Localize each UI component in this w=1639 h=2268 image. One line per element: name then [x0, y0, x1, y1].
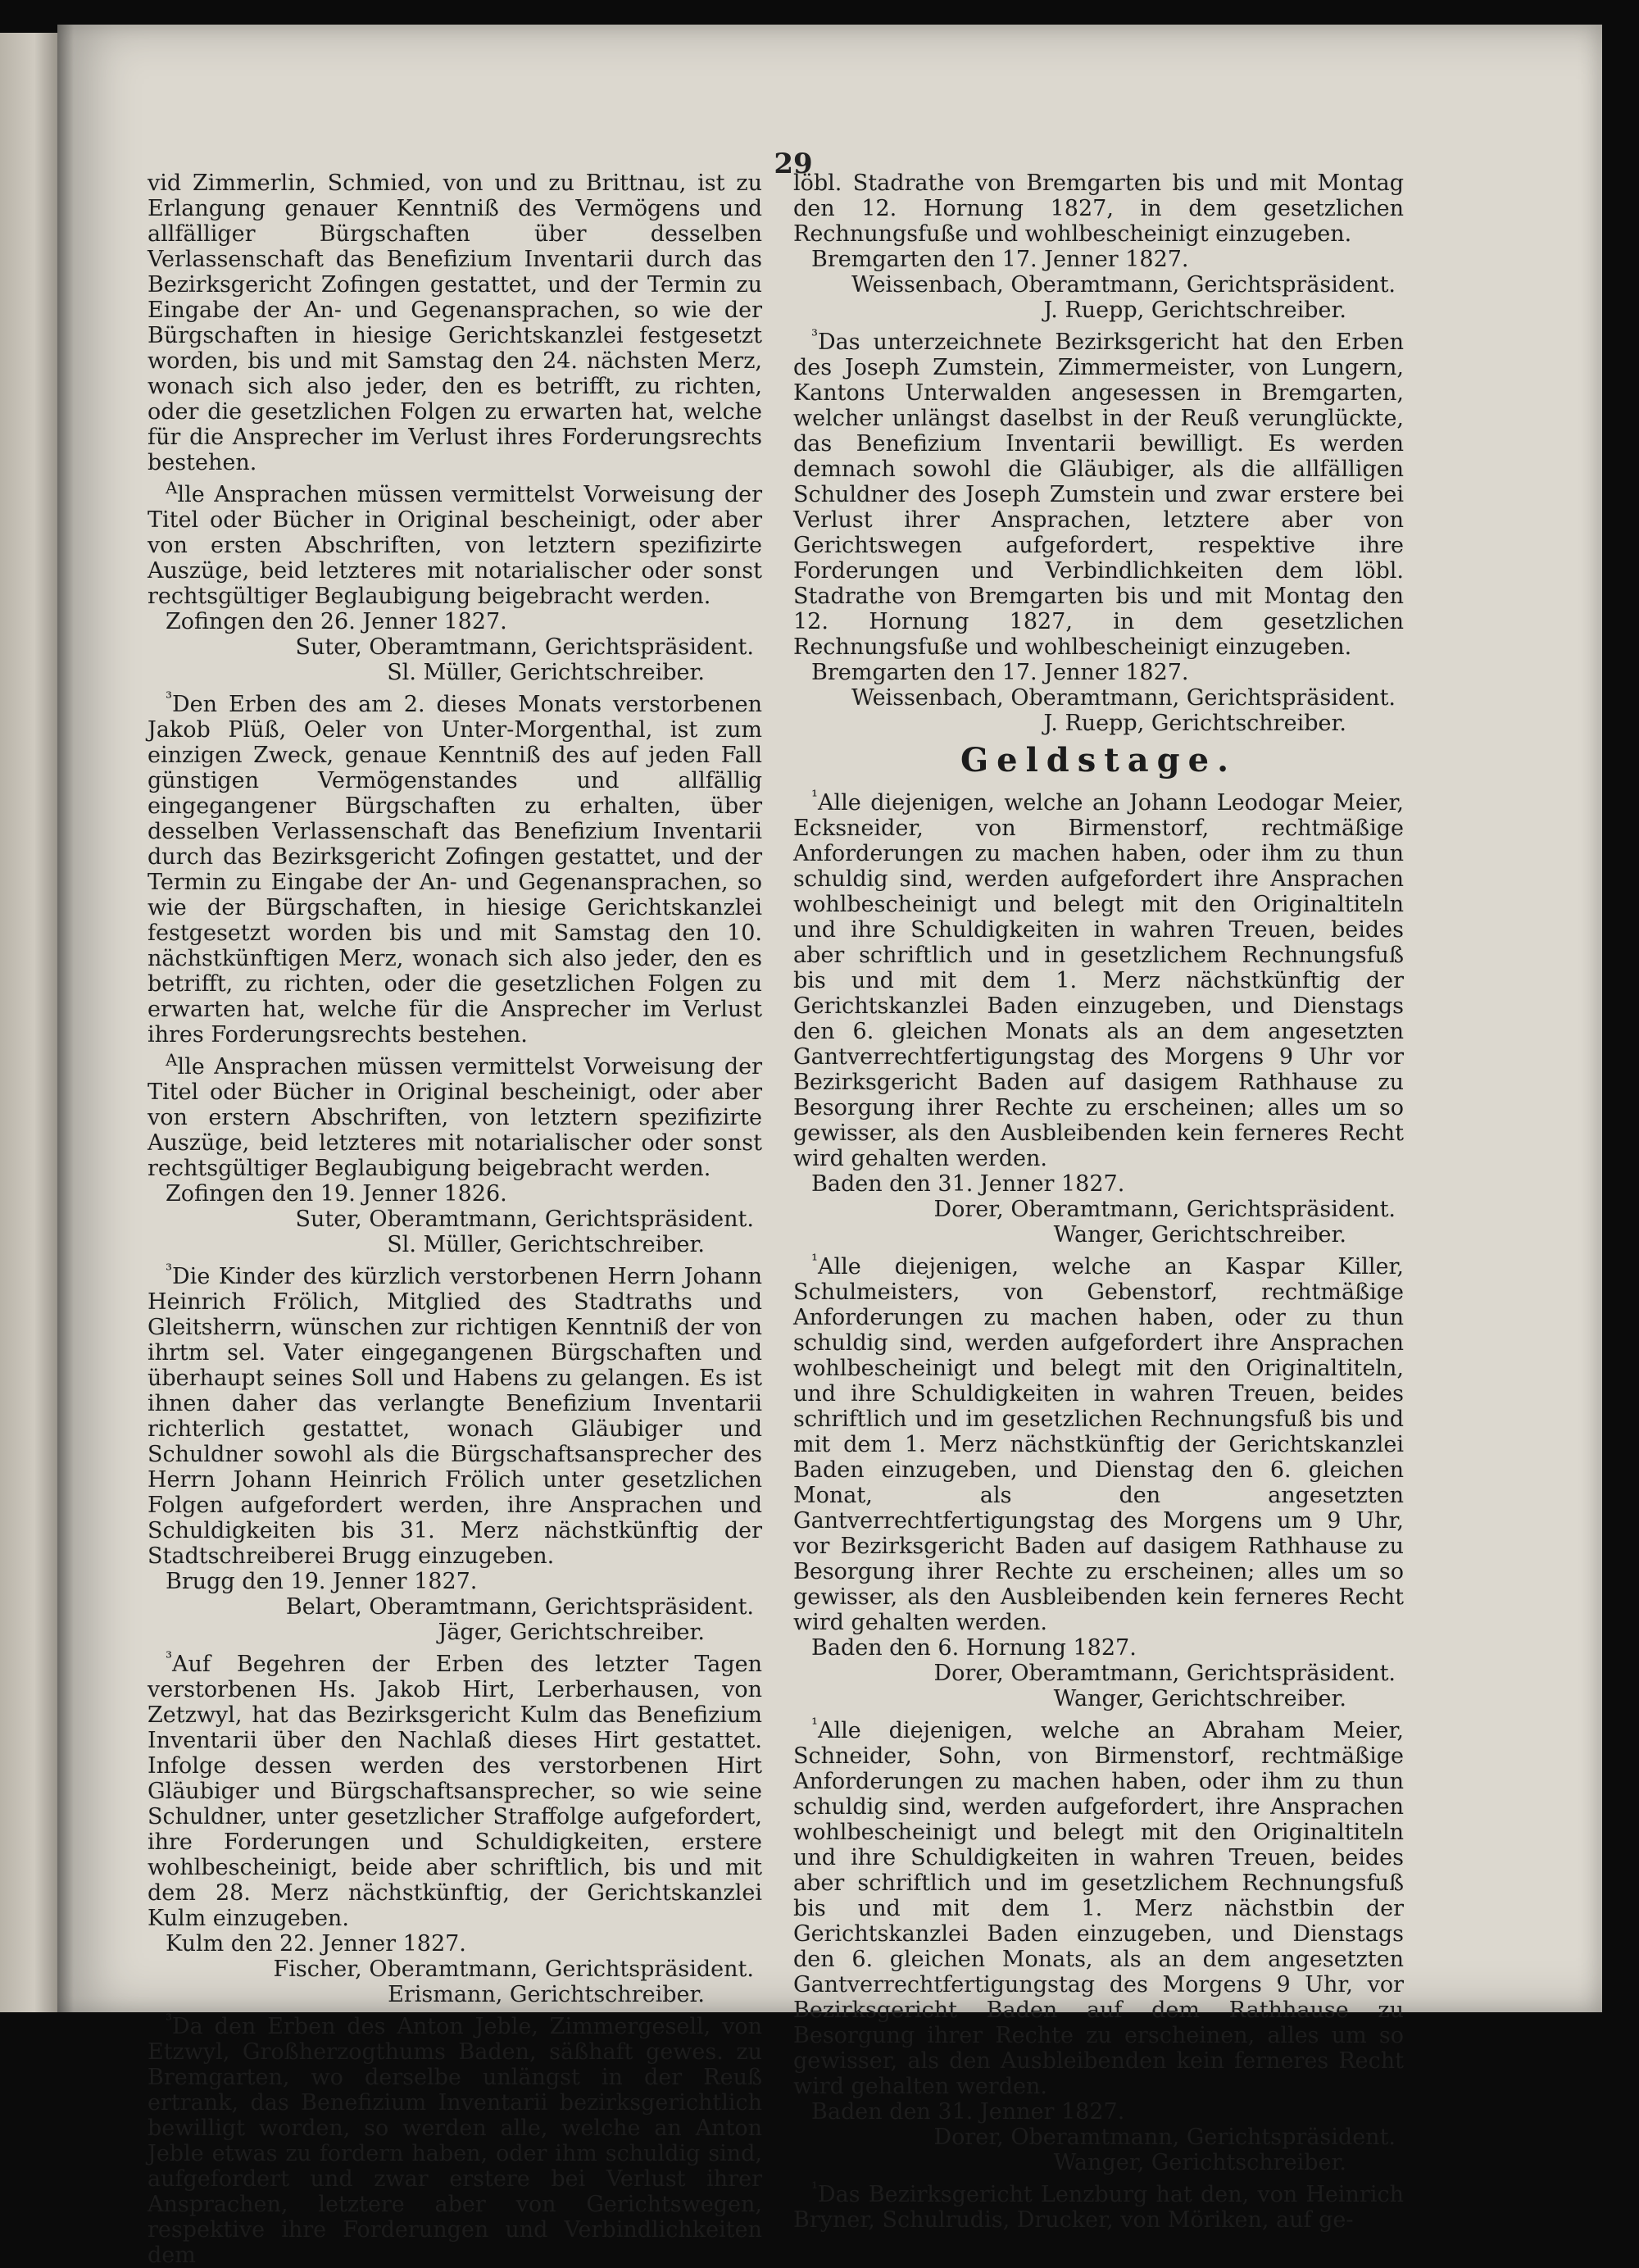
notice-text: löbl. Stadrathe von Bremgarten bis und mit Montag den 12. Hornung 1827, in dem gesetzlichen Rechnungsfuße und wohlbescheinigt einzugeben. [793, 170, 1404, 247]
notice-signature: Dorer, Oberamtmann, Gerichtspräsident. [933, 2125, 1396, 2150]
notice-text: ³Den Erben des am 2. dieses Monats verstorbenen Jakob Plüß, Oeler von Unter-Morgenthal, ist zum einzigen Zweck, genaue Kenntniß des auf jeden Fall günstigen Vermögenstandes und allfällig eingegangener Bürgschaften zu erhalten, über desselben Verlassenschaft das Benefizium Inventarii durch das Bezirksgericht Zofingen gestattet, und der Termin zu Eingabe der An- und Gegenansprachen, so wie der Bürgschaften, in hiesige Gerichtskanzlei festgesetzt worden bis und mit Samstag den 10. nächstkünftigen Merz, wonach sich also jeder, den es betrifft, zu richten, oder die gesetzlichen Folgen zu erwarten hat, welche für die Ansprecher im Verlust ihres Forderungsrechts bestehen. [148, 688, 762, 1048]
notice-text: ³Die Kinder des kürzlich verstorbenen Herrn Johann Heinrich Frölich, Mitglied des Stadtraths und Gleitsherrn, wünschen zur richtigen Kenntniß der von ihrtm sel. Vater eingegangenen Bürgschaften und überhaupt seines Soll und Habens zu gelangen. Es ist ihnen daher das verlangte Benefizium Inventarii richterlich gestattet, wonach Gläubiger und Schuldner sowohl als die Bürgschaftsansprecher des Herrn Johann Heinrich Frölich unter gesetzlichen Folgen aufgefordert werden, ihre Ansprachen und Schuldigkeiten bis 31. Merz nächstkünftig der Stadtschreiberei Brugg einzugeben. [148, 1260, 762, 1569]
right-column [793, 170, 1404, 2233]
notice-text: ³Da den Erben des Anton Jeble, Zimmergesell, von Etzwyl, Großherzogthums Baden, säßhaft gewes. zu Bremgarten, wo derselbe unlängst in der Reuß ertrank, das Benefizium Inventarii bezirksgerichtlich bewilligt worden, so werden alle, welche an Anton Jeble etwas zu fordern haben, oder ihm schuldig sind, aufgefordert und zwar erstere bei Verlust ihrer Ansprachen, letztere aber von Gerichtswegen, respektive ihre Forderungen und Verbindlichkeiten dem [148, 2010, 762, 2268]
notice-signature: Weissenbach, Oberamtmann, Gerichtspräsident. [851, 272, 1396, 298]
notice-signature: Dorer, Oberamtmann, Gerichtspräsident. [933, 1661, 1396, 1686]
page-fold-shadow [57, 25, 74, 2012]
notice-signature: Sl. Müller, Gerichtschreiber. [387, 660, 705, 685]
notice-date: Bremgarten den 17. Jenner 1827. [811, 247, 1189, 272]
notice-text: ¹Alle diejenigen, welche an Johann Leodogar Meier, Ecksneider, von Birmenstorf, rechtmäßige Anforderungen zu machen haben, oder ihm zu thun schuldig sind, werden aufgefordert ihre Ansprachen wohlbescheinigt und belegt mit den Originaltiteln und ihre Schuldigkeiten in wahren Treuen, beides aber schriftlich und in gesetzlichem Rechnungsfuß bis und mit dem 1. Merz nächstkünftig der Gerichtskanzlei Baden einzugeben, und Dienstags den 6. gleichen Monats als an dem angesetzten Gantverrechtfertigungstag des Morgens 9 Uhr vor Bezirksgericht Baden auf dasigem Rathhause zu Besorgung ihrer Rechte zu erscheinen; alles um so gewisser, als den Ausbleibenden kein ferneres Recht wird gehalten werden. [793, 786, 1404, 1171]
notice-text: ¹Alle diejenigen, welche an Kaspar Killer, Schulmeisters, von Gebenstorf, rechtmäßige Anforderungen zu machen haben, oder zu thun schuldig sind, werden aufgefordert ihre Ansprachen wohlbescheinigt und belegt mit den Originaltiteln, und ihre Schuldigkeiten in wahren Treuen, beides schriftlich und im gesetzlichen Rechnungsfuß bis und mit dem 1. Merz nächstkünftig der Gerichtskanzlei Baden einzugeben, und Dienstag den 6. gleichen Monat, als den angesetzten Gantverrechtfertigungstag des Morgens um 9 Uhr, vor Bezirksgericht Baden auf dasigem Rathhause zu Besorgung ihrer Rechte zu erscheinen; alles um so gewisser, als den Ausbleibenden kein ferneres Recht wird gehalten werden. [793, 1250, 1404, 1635]
notice-signature: Dorer, Oberamtmann, Gerichtspräsident. [933, 1197, 1396, 1222]
notice-signature: Sl. Müller, Gerichtschreiber. [387, 1232, 705, 1257]
notice-date: Brugg den 19. Jenner 1827. [166, 1569, 478, 1594]
left-column [148, 170, 762, 2268]
notice-signature: Fischer, Oberamtmann, Gerichtspräsident. [273, 1957, 754, 1982]
previous-page-edge [0, 33, 57, 2012]
notice-signature: Erismann, Gerichtschreiber. [388, 1982, 705, 2007]
notice-text: Alle Ansprachen müssen vermittelst Vorweisung der Titel oder Bücher in Original bescheinigt, oder aber von erstern Abschriften, von letztern spezifizirte Auszüge, beid letzteres mit notarialischer oder sonst rechtsgültiger Beglaubigung beigebracht werden. [148, 1050, 762, 1181]
notice-text: vid Zimmerlin, Schmied, von und zu Brittnau, ist zu Erlangung genauer Kenntniß des Vermögens und allfälliger Bürgschaften über desselben Verlassenschaft das Benefizium Inventarii durch das Bezirksgericht Zofingen gestattet, und der Termin zu Eingabe der An- und Gegenansprachen, so wie der Bürgschaften in hiesige Gerichtskanzlei festgesetzt worden, bis und mit Samstag den 24. nächsten Merz, wonach sich also jeder, den es betrifft, zu richten, oder die gesetzlichen Folgen zu erwarten hat, welche für die Ansprecher im Verlust ihres Forderungsrechts bestehen. [148, 170, 762, 475]
notice-date: Bremgarten den 17. Jenner 1827. [811, 660, 1189, 685]
notice-signature: Jäger, Gerichtschreiber. [438, 1620, 705, 1645]
notice-signature: Belart, Oberamtmann, Gerichtspräsident. [285, 1594, 754, 1620]
notice-signature: J. Ruepp, Gerichtschreiber. [1043, 711, 1346, 736]
notice-date: Baden den 31. Jenner 1827. [811, 2099, 1125, 2125]
notice-signature: Suter, Oberamtmann, Gerichtspräsident. [295, 1207, 754, 1232]
notice-signature: Wanger, Gerichtschreiber. [1053, 1222, 1346, 1248]
notice-signature: Wanger, Gerichtschreiber. [1053, 2150, 1346, 2175]
notice-signature: Suter, Oberamtmann, Gerichtspräsident. [295, 634, 754, 660]
notice-date: Kulm den 22. Jenner 1827. [166, 1931, 466, 1957]
notice-text: ³Das unterzeichnete Bezirksgericht hat den Erben des Joseph Zumstein, Zimmermeister, von Lungern, Kantons Unterwalden angesessen in Bremgarten, welcher unlängst daselbst in der Reuß verunglückte, das Benefizium Inventarii bewilligt. Es werden demnach sowohl die Gläubiger, als die allfälligen Schuldner des Joseph Zumstein und zwar erstere bei Verlust ihrer Ansprachen, letztere aber von Gerichtswegen aufgefordert, respektive ihre Forderungen und Verbindlichkeiten dem löbl. Stadrathe von Bremgarten bis und mit Montag den 12. Hornung 1827, in dem gesetzlichen Rechnungsfuße und wohlbescheinigt einzugeben. [793, 325, 1404, 660]
notice-date: Baden den 6. Hornung 1827. [811, 1635, 1137, 1661]
notice-text: Alle Ansprachen müssen vermittelst Vorweisung der Titel oder Bücher in Original bescheinigt, oder aber von ersten Abschriften, von letztern spezifizirte Auszüge, beid letzteres mit notarialischer oder sonst rechtsgültiger Beglaubigung beigebracht werden. [148, 478, 762, 609]
section-heading: Geldstage. [960, 741, 1237, 779]
page-number: 29 [774, 148, 813, 180]
notice-date: Baden den 31. Jenner 1827. [811, 1171, 1125, 1197]
notice-text: ¹Alle diejenigen, welche an Abraham Meier, Schneider, Sohn, von Birmenstorf, rechtmäßige Anforderungen zu machen haben, oder ihm zu thun schuldig sind, werden aufgefordert, ihre Ansprachen wohlbescheinigt und belegt mit den Originaltiteln und ihre Schuldigkeiten in wahren Treuen, beides aber schriftlich und im gesetzlichem Rechnungsfuß bis und mit dem 1. Merz nächstbin der Gerichtskanzlei Baden einzugeben, und Dienstags den 6. gleichen Monats, als an dem angesetzten Gantverrechtfertigungstag des Morgens 9 Uhr, vor Bezirksgericht Baden auf dem Rathhause zu Besorgung ihrer Rechte zu erscheinen, alles um so gewisser, als den Ausbleibenden kein ferneres Recht wird gehalten werden. [793, 1714, 1404, 2099]
notice-signature: Wanger, Gerichtschreiber. [1053, 1686, 1346, 1711]
notice-date: Zofingen den 19. Jenner 1826. [166, 1181, 507, 1207]
notice-signature: Weissenbach, Oberamtmann, Gerichtspräsident. [851, 685, 1396, 711]
notice-text: ³Auf Begehren der Erben des letzter Tagen verstorbenen Hs. Jakob Hirt, Lerberhausen, von Zetzwyl, hat das Bezirksgericht Kulm das Benefizium Inventarii über den Nachlaß dieses Hirt gestattet. Infolge dessen werden des verstorbenen Hirt Gläubiger und Bürgschaftsansprecher, so wie seine Schuldner, unter gesetzlicher Straffolge aufgefordert, ihre Forderungen und Schuldigkeiten, erstere wohlbescheinigt, beide aber schriftlich, bis und mit dem 28. Merz nächstkünftig, der Gerichtskanzlei Kulm einzugeben. [148, 1648, 762, 1931]
notice-text: ¹Das Bezirksgericht Lenzburg hat den, von Heinrich Bryner, Schulrudis, Drucker, von Möriken, auf ge- [793, 2178, 1404, 2233]
notice-signature: J. Ruepp, Gerichtschreiber. [1043, 298, 1346, 323]
notice-date: Zofingen den 26. Jenner 1827. [166, 609, 507, 634]
